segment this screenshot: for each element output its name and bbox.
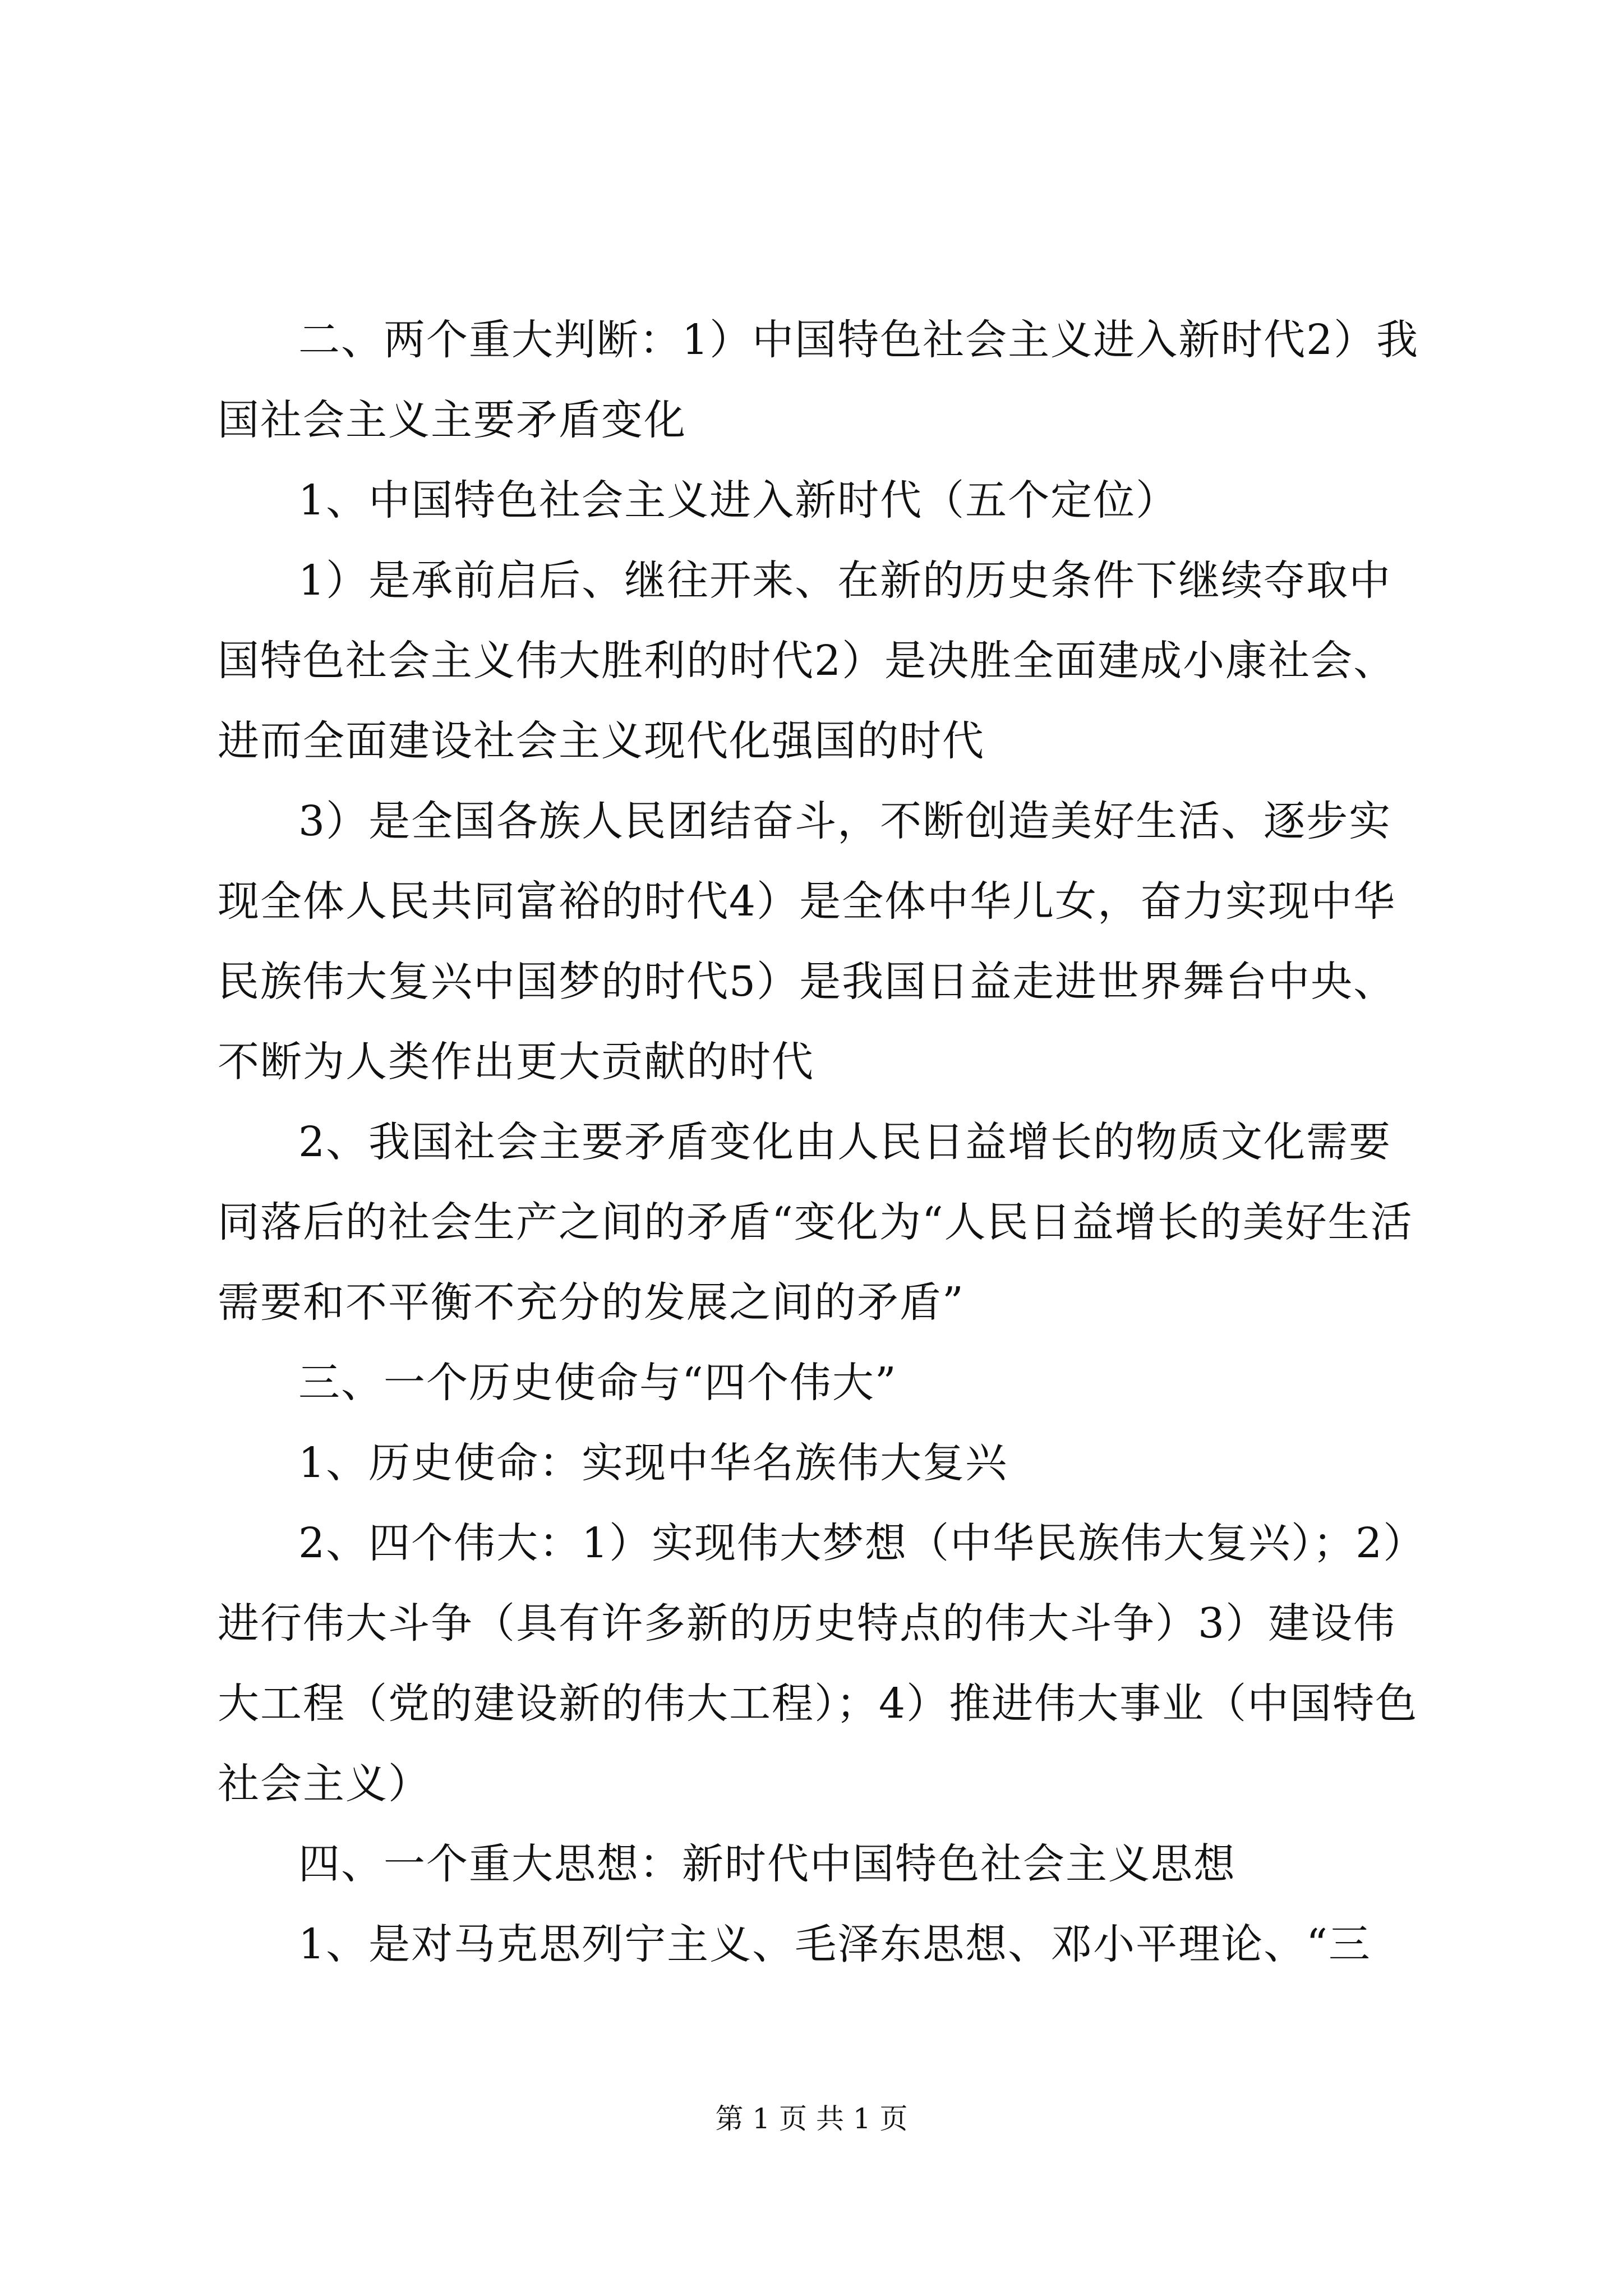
document-body: [218, 300, 1424, 1985]
paragraph-historic-mission: 1、历史使命：实现中华名族伟大复兴: [298, 1439, 1008, 1487]
paragraph-thought-item-1: 1、是对马克思列宁主义、毛泽东思想、邓小平理论、“三: [298, 1920, 1371, 1968]
paragraph-positioning-3-5: 3）是全国各族人民团结奋斗，不断创造美好生活、逐步实现全体人民共同富裕的时代4）是全体中华儿女，奋力实现中华民族伟大复兴中国梦的时代5）是我国日益走进世界舞台中央、不断为人类作出更大贡献的时代: [218, 797, 1396, 1086]
page-number-footer: 第 1 页 共 1 页: [715, 2102, 908, 2135]
paragraph-four-greats: 2、四个伟大：1）实现伟大梦想（中华民族伟大复兴）；2）进行伟大斗争（具有许多新的历史特点的伟大斗争）3）建设伟大工程（党的建设新的伟大工程）；4）推进伟大事业（中国特色社会主义）: [218, 1519, 1418, 1808]
paragraph-section-four-heading: 四、一个重大思想：新时代中国特色社会主义思想: [298, 1840, 1236, 1888]
paragraph-new-era-heading: 1、中国特色社会主义进入新时代（五个定位）: [298, 476, 1179, 524]
paragraph-section-two-heading: 二、两个重大判断：1）中国特色社会主义进入新时代2）我国社会主义主要矛盾变化: [218, 316, 1419, 444]
paragraph-contradiction-change: 2、我国社会主要矛盾变化由人民日益增长的物质文化需要同落后的社会生产之间的矛盾“变化为“人民日益增长的美好生活需要和不平衡不充分的发展之间的矛盾”: [218, 1118, 1413, 1327]
paragraph-positioning-1-2: 1）是承前启后、继往开来、在新的历史条件下继续夺取中国特色社会主义伟大胜利的时代2）是决胜全面建成小康社会、进而全面建设社会主义现代化强国的时代: [218, 556, 1396, 765]
paragraph-section-three-heading: 三、一个历史使命与“四个伟大”: [298, 1359, 897, 1407]
